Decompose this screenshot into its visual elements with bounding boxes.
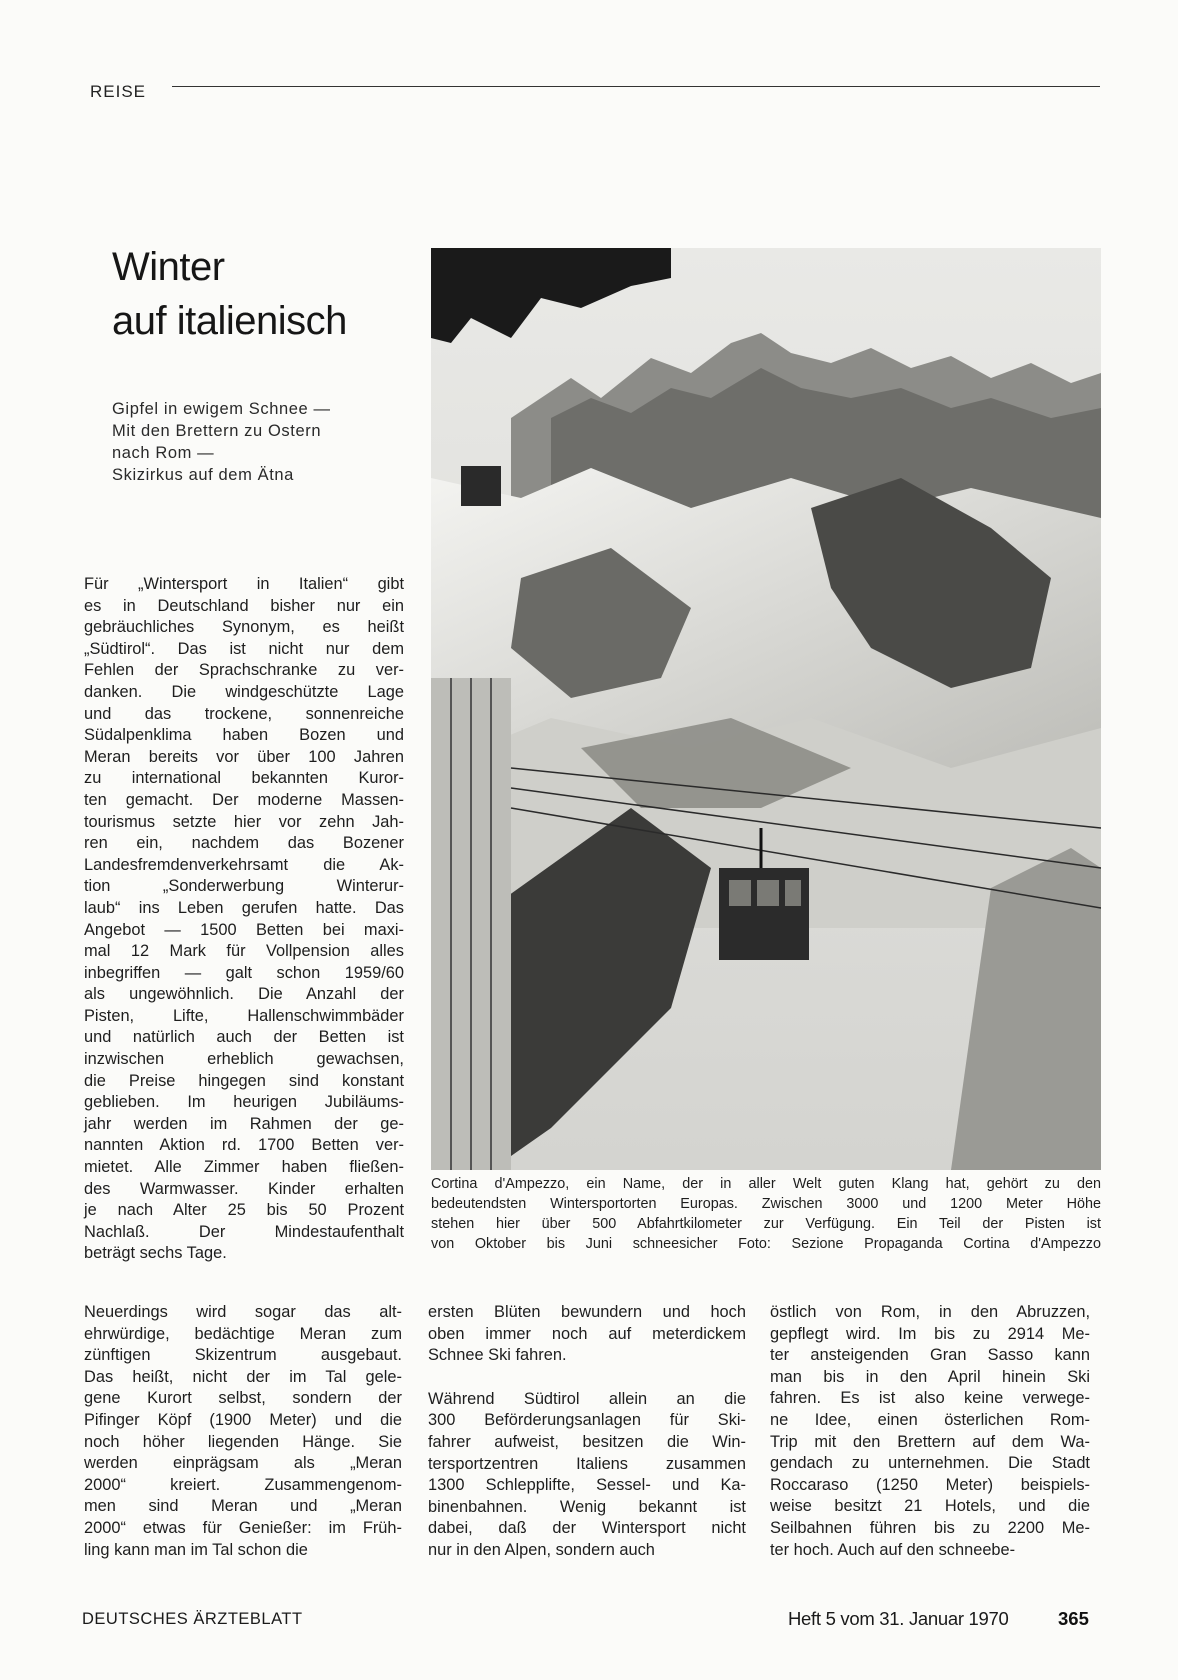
cortina-cable-car-photo [431,248,1101,1170]
text-column-2 [428,1302,746,1562]
body-text-line: gebräuchliches Synonym, es heißt [84,618,404,637]
body-text-line: fahren. Es ist also keine verwege- [770,1389,1090,1408]
body-text-line: tourismus setzte hier vor zehn Jah- [84,812,404,831]
body-text-line: Seilbahnen führen bis zu 2200 Me- [770,1518,1090,1537]
body-text-line: Das heißt, nicht der im Tal gele- [84,1367,402,1386]
body-text-line: tersportzentren Italiens zusammen [428,1454,746,1473]
photo-caption [431,1174,1101,1254]
header-rule [172,86,1100,87]
body-text-line: mal 12 Mark für Vollpension alles [84,942,404,961]
body-text-line: Angebot — 1500 Betten bei maxi- [84,920,404,939]
body-text-line: gendach zu unternehmen. Die Stadt [770,1454,1090,1473]
body-text-line: Südalpenklima haben Bozen und [84,726,404,745]
body-text-line: gene Kurort selbst, sondern der [84,1389,402,1408]
body-text-line: nur in den Alpen, sondern auch [428,1540,655,1559]
body-text-line: ter ansteigenden Gran Sasso kann [770,1346,1090,1365]
subtitle-line: Mit den Brettern zu Ostern [112,422,322,440]
body-text-line: oben immer noch auf meterdickem [428,1324,746,1343]
caption-line: stehen hier über 500 Abfahrtkilometer zur Verfügung. Ein Teil der Pisten ist [431,1216,1101,1232]
body-text-line: des Warmwasser. Kinder erhalten [84,1179,404,1198]
body-text-line: mietet. Alle Zimmer haben fließen- [84,1158,404,1177]
body-text-line: gepflegt wird. Im bis zu 2914 Me- [770,1324,1090,1343]
body-text-line: laub“ ins Leben gerufen hatte. Das [84,898,404,917]
body-text-line: Nachlaß. Der Mindestaufenthalt [84,1222,404,1241]
page-number: 365 [1058,1608,1089,1629]
body-text-line: je nach Alter 25 bis 50 Prozent [84,1201,404,1220]
body-text-line: weise besitzt 21 Hotels, und die [770,1497,1090,1516]
body-text-line: inbegriffen — galt schon 1959/60 [84,963,404,982]
body-text-line: beträgt sechs Tage. [84,1244,227,1263]
body-text-line: ten gemacht. Der moderne Massen- [84,790,404,809]
body-text-line: Pifinger Köpf (1900 Meter) und die [84,1410,402,1429]
body-text-line: Während Südtirol allein an die [428,1389,746,1408]
body-text-line: Schnee Ski fahren. [428,1346,567,1365]
body-text-line: 2000“ kreiert. Zusammengenom- [84,1475,402,1494]
body-text-line: ne Idee, einen österlichen Rom- [770,1410,1090,1429]
body-text-line: 1300 Schlepplifte, Sessel- und Ka- [428,1476,746,1495]
caption-line: von Oktober bis Juni schneesicher Foto: Sezione Propaganda Cortina d'Ampezzo [431,1236,1101,1252]
body-text-line: ter hoch. Auch auf den schneebe- [770,1540,1016,1559]
body-text-line: inzwischen erheblich gewachsen, [84,1050,404,1069]
body-text-line: binenbahnen. Wenig bekannt ist [428,1497,746,1516]
body-text-line: man bis in den April hinein Ski [770,1367,1090,1386]
body-text-line: Neuerdings wird sogar das alt- [84,1303,402,1321]
body-text-line: geblieben. Im heurigen Jubiläums- [84,1093,404,1112]
subtitle-line: Gipfel in ewigem Schnee — [112,400,331,418]
body-text-line: östlich von Rom, in den Abruzzen, [770,1303,1090,1321]
section-label: REISE [90,82,147,101]
body-text-line: es in Deutschland bisher nur ein [84,596,404,615]
caption-line: Cortina d'Ampezzo, ein Name, der in aller Welt guten Klang hat, gehört zu den [431,1176,1101,1192]
subtitle-line: Skizirkus auf dem Ätna [112,466,294,484]
body-text-line: Meran bereits vor über 100 Jahren [84,747,404,766]
footer-issue: Heft 5 vom 31. Januar 1970 [788,1608,1009,1629]
body-text-line: ling kann man im Tal schon die [84,1540,308,1559]
paragraph-gap [428,1367,746,1389]
body-text-line: ehrwürdige, bedächtige Meran zum [84,1324,402,1343]
body-text-line: jahr werden im Rahmen der ge- [84,1114,404,1133]
body-text-line: ersten Blüten bewundern und hoch [428,1303,746,1321]
title-line: Winter [112,245,225,289]
caption-line: bedeutendsten Wintersportorten Europas. Zwischen 3000 und 1200 Meter Höhe [431,1196,1101,1212]
text-column-1 [84,1302,402,1561]
body-text-line: Landesfremdenverkehrsamt die Ak- [84,855,404,874]
text-column-3 [770,1302,1090,1561]
article-subtitle [112,398,331,486]
body-text-line: noch höher liegenden Hänge. Sie [84,1432,402,1451]
title-line: auf italienisch [112,299,347,343]
body-text-line: nannten Aktion rd. 1700 Betten ver- [84,1136,404,1155]
body-text-line: Trip mit den Brettern auf dem Wa- [770,1432,1090,1451]
body-text-line: werden einprägsam als „Meran [84,1454,402,1473]
body-text-line: men sind Meran und „Meran [84,1497,402,1516]
body-text-line: zünftigen Skizentrum ausgebaut. [84,1346,402,1365]
body-text-line: zu international bekannten Kuror- [84,769,404,788]
body-text-line: 300 Beförderungsanlagen für Ski- [428,1411,746,1430]
body-text-line: und das trockene, sonnenreiche [84,704,404,723]
body-text-line: 2000“ etwas für Genießer: im Früh- [84,1518,402,1537]
body-text-line: dabei, daß der Wintersport nicht [428,1519,746,1538]
body-text-line: fahrer aufweist, besitzen die Win- [428,1432,746,1451]
body-text-line: Fehlen der Sprachschranke zu ver- [84,661,404,680]
body-text-line: als ungewöhnlich. Die Anzahl der [84,985,404,1004]
body-text-line: die Preise hingegen sind konstant [84,1071,404,1090]
article-title [112,240,347,348]
body-text-line: Für „Wintersport in Italien“ gibt [84,575,404,593]
body-text-line: Pisten, Lifte, Hallenschwimmbäder [84,1006,404,1025]
footer-publication: DEUTSCHES ÄRZTEBLATT [82,1610,303,1628]
body-text-line: ren ein, nachdem das Bozener [84,834,404,853]
body-text-line: „Südtirol“. Das ist nicht nur dem [84,639,404,658]
body-text-line: tion „Sonderwerbung Winterur- [84,877,404,896]
intro-column [84,574,404,1265]
subtitle-line: nach Rom — [112,444,215,462]
body-text-line: danken. Die windgeschützte Lage [84,682,404,701]
body-text-line: und natürlich auch der Betten ist [84,1028,404,1047]
body-text-line: Roccaraso (1250 Meter) beispiels- [770,1475,1090,1494]
